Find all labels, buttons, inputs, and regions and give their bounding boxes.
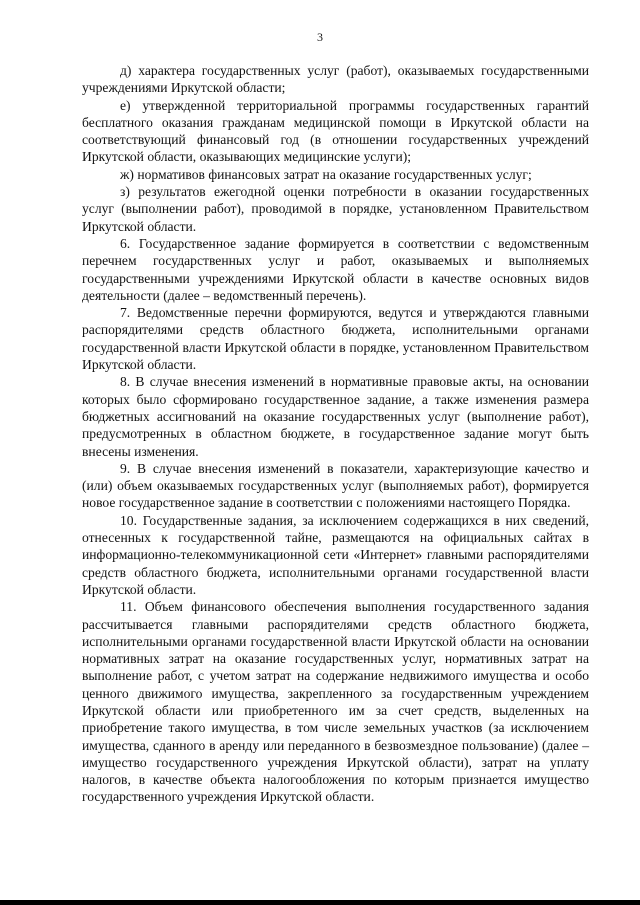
page-number: 3 xyxy=(317,30,323,44)
paragraph-z: з) результатов ежегодной оценки потребности в оказании государственных услуг (выполнении работ), проводимой в порядке, установленном Правительством Иркутской области. xyxy=(82,184,589,234)
paragraph-e: е) утвержденной территориальной программы государственных гарантий бесплатного оказания гражданам медицинской помощи в Иркутской области на соответствующий финансовый год (в отношении государственных учреждений Иркутской области, оказывающих медицинские услуги); xyxy=(82,97,589,165)
paragraph-7: 7. Ведомственные перечни формируются, ведутся и утверждаются главными распорядителями средств областного бюджета, исполнительными органами государственной власти Иркутской области в порядке, установленном Правительством Иркутской области. xyxy=(82,305,589,373)
paragraph-zh: ж) нормативов финансовых затрат на оказание государственных услуг; xyxy=(120,166,532,182)
document-body xyxy=(82,62,589,806)
paragraph-11: 11. Объем финансового обеспечения выполнения государственного задания рассчитывается главными распорядителями средств областного бюджета, исполнительными органами государственной власти Иркутской области на основании нормативных затрат на оказание государственных услуг, нормативных затрат на выполнение работ, с учетом затрат на содержание недвижимого имущества и особо ценного движимого имущества, закрепленного за государственным учреждением Иркутской области или приобретенного им за счет средств, выделенных на приобретение такого имущества, в том числе земельных участков (за исключением имущества, сданного в аренду или переданного в безвозмездное пользование) (далее – имущество государственного учреждения Иркутской области), затрат на уплату налогов, в качестве объекта налогообложения по которым признается имущество государственного учреждения Иркутской области. xyxy=(82,599,589,805)
paragraph-10: 10. Государственные задания, за исключением содержащихся в них сведений, отнесенных к государственной тайне, размещаются на официальных сайтах в информационно-телекоммуникационной сети «Интернет» главными распорядителями средств областного бюджета, исполнительными органами государственной власти Иркутской области. xyxy=(82,512,589,597)
paragraph-6: 6. Государственное задание формируется в соответствии с ведомственным перечнем государственных услуг и работ, оказываемых и выполняемых государственными учреждениями Иркутской области в качестве основных видов деятельности (далее – ведомственный перечень). xyxy=(82,235,589,303)
paragraph-d: д) характера государственных услуг (работ), оказываемых государственными учреждениями Иркутской области; xyxy=(82,63,589,96)
paragraph-8: 8. В случае внесения изменений в нормативные правовые акты, на основании которых было сформировано государственное задание, а также изменения размера бюджетных ассигнований на оказание государственных услуг (выполнение работ), предусмотренных в областном бюджете, в государственное задание могут быть внесены изменения. xyxy=(82,374,589,459)
scan-bottom-edge xyxy=(0,900,640,905)
paragraph-9: 9. В случае внесения изменений в показатели, характеризующие качество и (или) объем оказываемых государственных услуг (выполняемых работ), формируется новое государственное задание в соответствии с положениями настоящего Порядка. xyxy=(82,460,589,511)
